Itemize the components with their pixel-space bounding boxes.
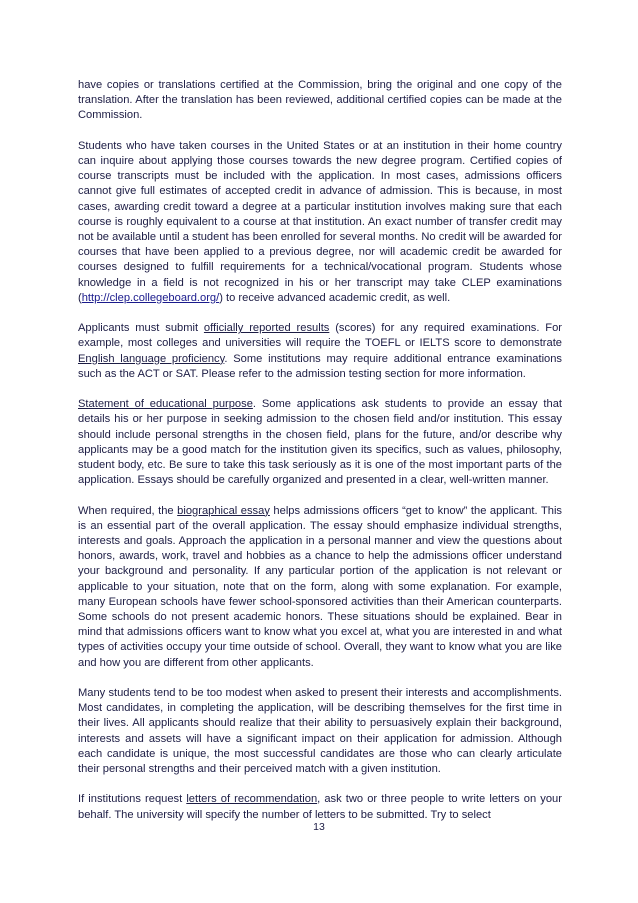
- recommendations-text-2: , ask two or three people to write letters on your behalf. The university will specify the number of letters to be submitted. Try to select: [78, 793, 562, 821]
- biographical-essay-term: biographical essay: [177, 504, 270, 517]
- paragraph-translations: have copies or translations certified at the Commission, bring the original and one copy of the translation. After the translation has been reviewed, additional certified copies can be made at the Commission.: [78, 79, 562, 122]
- paragraph-modest-students: Many students tend to be too modest when asked to present their interests and accomplishments. Most candidates, in completing the application, will be describing themselves for the first time in their lives. All applicants should realize that their ability to persuasively explain their background, interests and assets will have a significant impact on their application for admission. Although each candidate is unique, the most successful candidates are those who can clearly articulate their personal strengths and their perceived match with a given institution.: [78, 687, 562, 776]
- test-scores-text-3: . Some institutions may require additional entrance examinations such as the ACT or SAT. Please refer to the admission testing section for more information.: [78, 352, 563, 380]
- test-scores-text-2: (scores) for any required examinations. For example, most colleges and universities will require the TOEFL or IELTS score to demonstrate: [78, 322, 562, 350]
- paragraph-test-scores: [78, 321, 562, 382]
- biographical-essay-text-2: helps admissions officers “get to know” the applicant. This is an essential part of the overall application. The essay should emphasize individual strengths, interests and goals. Approach the application in a personal manner and view the questions about honors, awards, work, travel and hobbies as a chance to help the admissions officer understand your background and personality. If any particular portion of the application is not relevant or applicable to your situation, note that on the form, along with some explanation. For example, many European schools have fewer school-sponsored activities than their American counterparts. Some schools do not present academic honors. These situations should be explained. Bear in mind that admissions officers want to know what you excel at, what you are interested in and what types of activities occupy your time outside of school. Overall, they want to know what you are like and how you are different from other applicants.: [78, 504, 562, 669]
- letters-of-recommendation-term: letters of recommendation: [186, 793, 318, 806]
- document-body: [78, 78, 562, 838]
- paragraph-statement-of-purpose: [78, 397, 562, 488]
- test-scores-text-1: Applicants must submit: [78, 322, 204, 335]
- transfer-credit-text-end: ) to receive advanced academic credit, as well.: [219, 291, 451, 304]
- officially-reported-results-term: officially reported results: [203, 322, 330, 335]
- paragraph-transfer-credit: [78, 139, 562, 306]
- recommendations-text-1: If institutions request: [78, 793, 187, 806]
- page-number: 13: [313, 821, 325, 833]
- statement-of-purpose-text: . Some applications ask students to provide an essay that details his or her purpose in seeking admission to the chosen field and/or institution. This essay should include personal strengths in the chosen field, plans for the future, and/or describe why applicants may be a good match for the institution given its specifics, such as values, philosophy, student body, etc. Be sure to take this task seriously as it is one of the most important parts of the application. Essays should be carefully organized and presented in a clear, well-written manner.: [78, 398, 562, 487]
- clep-link[interactable]: http://clep.collegeboard.org/: [81, 291, 220, 304]
- paragraph-biographical-essay: [78, 504, 562, 671]
- english-proficiency-term: English language proficiency: [78, 352, 225, 365]
- statement-of-purpose-term: Statement of educational purpose: [78, 398, 253, 411]
- transfer-credit-text: Students who have taken courses in the United States or at an institution in their home country can inquire about applying those courses towards the new degree program. Certified copies of course transcripts must be included with the application. In most cases, admissions officers cannot give full estimates of accepted credit in advance of admission. This is because, in most cases, awarding credit toward a degree at a particular institution involves making sure that each course is roughly equivalent to a course at that institution. An exact number of transfer credit may not be available until a student has been enrolled for several months. No credit will be awarded for courses that have been applied to a previous degree, nor will academic credit be awarded for courses designed to fulfill requirements for a technical/vocational program. Students whose knowledge in a field is not recognized in his or her transcript may take CLEP examinations (: [78, 139, 562, 304]
- paragraph-recommendations: [78, 792, 562, 822]
- biographical-essay-text-1: When required, the: [78, 504, 178, 517]
